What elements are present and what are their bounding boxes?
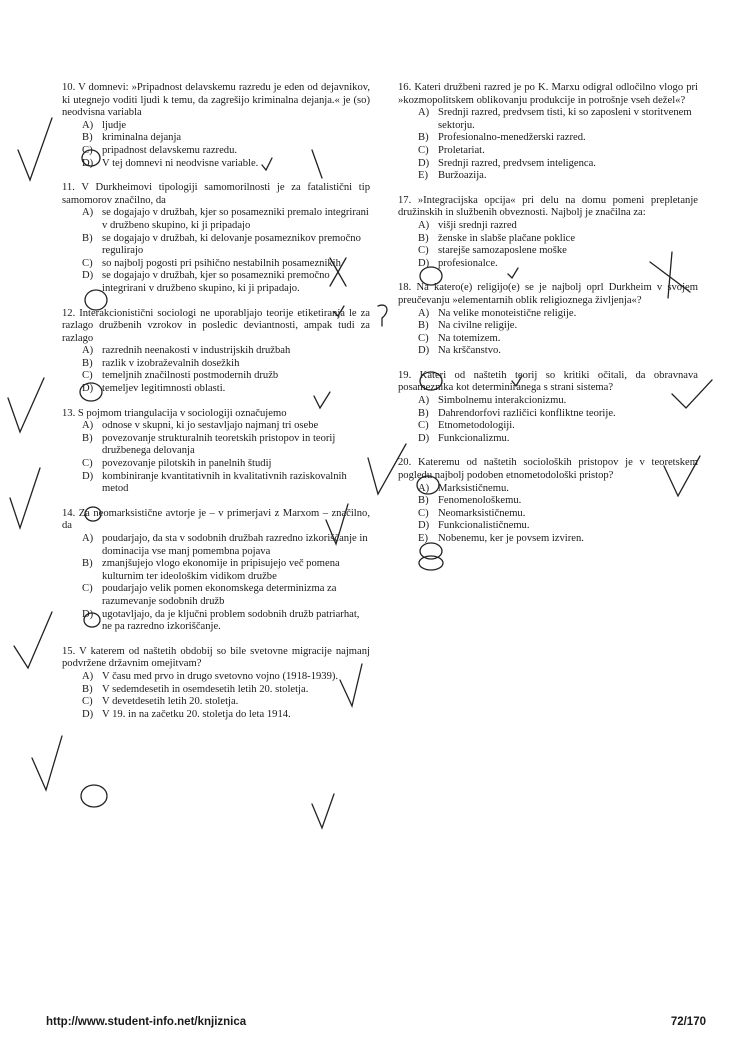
question-12: [62, 308, 370, 396]
option-a: A) višji srednji razred: [418, 219, 517, 231]
question-text: 20. Kateremu od naštetih socioloških pristopov je v teoretskem pogledu najbolj podoben etnometodološki pristop?: [398, 457, 698, 482]
option-b: B) V sedemdesetih in osemdesetih letih 20. stoletja.: [82, 683, 309, 695]
checkmark-icon: [312, 794, 334, 828]
option-c: C) temeljnih značilnosti postmodernih družb: [82, 370, 279, 382]
option-d: D) Funkcionalističnemu.: [418, 520, 530, 532]
question-18: [398, 282, 698, 358]
option-b: B) Profesionalno-menedžerski razred.: [418, 132, 586, 144]
question-16: [398, 82, 698, 183]
option-d: D) Funkcionalizmu.: [418, 432, 510, 444]
option-a: A) se dogajajo v družbah, kjer so posamezniki premalo integrirani v družbeno skupino, ki ji pripadajo: [82, 207, 369, 231]
question-text: 12. Interakcionistični sociologi ne uporabljajo teorije etiketiranja le za razlago družbenih vzrokov in posledic deviantnosti, ampak tudi za razlago: [62, 307, 370, 344]
answer-circle-icon: [81, 785, 107, 807]
option-e: E) Nobenemu, ker je povsem izviren.: [418, 533, 584, 544]
option-c: C) Proletariat.: [418, 144, 485, 156]
option-c: C) Etnometodologiji.: [418, 420, 515, 432]
right-column: [398, 82, 698, 558]
question-text: 10. V domnevi: »Pripadnost delavskemu razredu je eden od dejavnikov, ki utegnejo voditi ljudi k temu, da zagrešijo kriminalna dejanja.« je (so) neodvisna variabla: [62, 82, 370, 119]
option-d: D) se dogajajo v družbah, kjer so posamezniki premočno integrirani v družbeno skupino, ki ji pripadajo.: [82, 270, 330, 294]
question-text: 13. S pojmom triangulacija v sociologiji označujemo: [62, 407, 287, 419]
option-c: C) so najbolj pogosti pri psihično nestabilnih posameznikih: [82, 257, 341, 269]
option-b: B) povezovanje strukturalnih teoretskih pristopov in teorij družbenega delovanja: [82, 432, 336, 457]
option-c: C) povezovanje pilotskih in panelnih študij: [82, 458, 272, 470]
option-b: B) Na civilne religije.: [418, 320, 518, 332]
option-c: C) poudarjajo velik pomen ekonomskega determinizma za razumevanje sodobnih družb: [82, 583, 337, 607]
option-b: B) zmanjšujejo vlogo ekonomije in pripisujejo več pomena kulturnim ter ideološkim vidikom družbe: [82, 558, 340, 582]
question-10: [62, 82, 370, 170]
footer: [46, 1016, 706, 1030]
footer-url[interactable]: http://www.student-info.net/knjiznica: [46, 1016, 247, 1028]
option-a: A) ljudje: [82, 119, 127, 131]
option-a: A) razrednih neenakosti v industrijskih družbah: [82, 345, 291, 357]
question-mark-icon: [378, 305, 387, 326]
option-a: A) poudarjajo, da sta v sodobnih družbah razredno izkoriščanje in dominacija vse manj pomembna pojava: [82, 533, 368, 557]
option-d: D) profesionalce.: [418, 257, 498, 269]
question-text: 14. Za neomarksistične avtorje je – v primerjavi z Marxom – značilno, da: [62, 507, 370, 532]
option-b: B) razlik v izobraževalnih dosežkih: [82, 357, 240, 369]
option-b: B) kriminalna dejanja: [82, 132, 182, 144]
question-20: [398, 457, 698, 545]
option-d: D) ugotavljajo, da je ključni problem sodobnih družb patriarhat, ne pa razredno izkoriščanje.: [82, 608, 360, 633]
option-d: D) V tej domnevi ni neodvisne variable.: [82, 157, 259, 169]
question-text: 19. Kateri od naštetih teorij so kritiki očitali, da obravnava posameznika kot determiniranega s strani sistema?: [398, 369, 698, 394]
option-a: A) Simbolnemu interakcionizmu.: [418, 395, 567, 407]
option-e: E) Buržoazija.: [418, 170, 487, 182]
option-c: C) V devetdesetih letih 20. stoletja.: [82, 696, 239, 708]
option-c: C) starejše samozaposlene moške: [418, 245, 567, 257]
option-a: A) Srednji razred, predvsem tisti, ki so zaposleni v storitvenem sektorju.: [418, 107, 692, 131]
option-a: A) V času med prvo in drugo svetovno vojno (1918-1939).: [82, 670, 339, 682]
question-15: [62, 646, 370, 722]
option-d: D) V 19. in na začetku 20. stoletja do leta 1914.: [82, 708, 291, 720]
option-c: C) Neomarksističnemu.: [418, 507, 526, 519]
option-d: D) temeljev legitimnosti oblasti.: [82, 383, 226, 395]
option-a: A) Marksističnemu.: [418, 482, 509, 494]
option-c: C) pripadnost delavskemu razredu.: [82, 144, 238, 156]
option-d: D) Na krščanstvo.: [418, 345, 501, 357]
checkmark-icon: [8, 378, 44, 432]
checkmark-icon: [10, 468, 40, 528]
option-b: B) se dogajajo v družbah, ki delovanje posameznikov premočno regulirajo: [82, 232, 361, 257]
question-text: 11. V Durkheimovi tipologiji samomorilnosti je za fatalistični tip samomorov značilno, da: [62, 182, 370, 206]
option-b: B) Fenomenološkemu.: [418, 495, 522, 507]
left-column: [62, 82, 370, 733]
question-text: 15. V katerem od naštetih obdobij so bile svetovne migracije najmanj podvržene državnim omejitvam?: [62, 645, 370, 670]
question-19: [398, 370, 698, 446]
question-17: [398, 195, 698, 271]
option-d: D) Srednji razred, predvsem inteligenca.: [418, 157, 596, 169]
question-11: [62, 182, 370, 295]
checkmark-icon: [14, 612, 52, 668]
option-c: C) Na totemizem.: [418, 332, 501, 344]
option-d: D) kombiniranje kvantitativnih in kvalitativnih raziskovalnih metod: [82, 470, 347, 495]
question-13: [62, 408, 370, 496]
checkmark-icon: [32, 736, 62, 790]
question-text: 18. Na katero(e) religijo(e) se je najbolj oprl Durkheim v svojem preučevanju »elementarnih oblik religioznega življenja«?: [398, 282, 698, 306]
question-14: [62, 508, 370, 634]
option-a: A) odnose v skupni, ki jo sestavljajo najmanj tri osebe: [82, 420, 319, 432]
checkmark-icon: [18, 118, 52, 180]
page-number: 72/170: [670, 1016, 706, 1028]
question-text: 16. Kateri družbeni razred je po K. Marxu odigral odločilno vlogo pri »kozmopolitskem oblikovanju produkcije in potrošnje vseh dežel«?: [398, 82, 698, 106]
option-b: B) Dahrendorfovi različici konfliktne teorije.: [418, 407, 616, 419]
answer-circle-icon: [419, 556, 443, 570]
option-b: B) ženske in slabše plačane poklice: [418, 232, 576, 244]
question-text: 17. »Integracijska opcija« pri delu na domu pomeni prepletanje družinskih in službenih obveznosti. Najbolj je značilna za:: [398, 194, 698, 219]
option-a: A) Na velike monoteistične religije.: [418, 307, 577, 319]
